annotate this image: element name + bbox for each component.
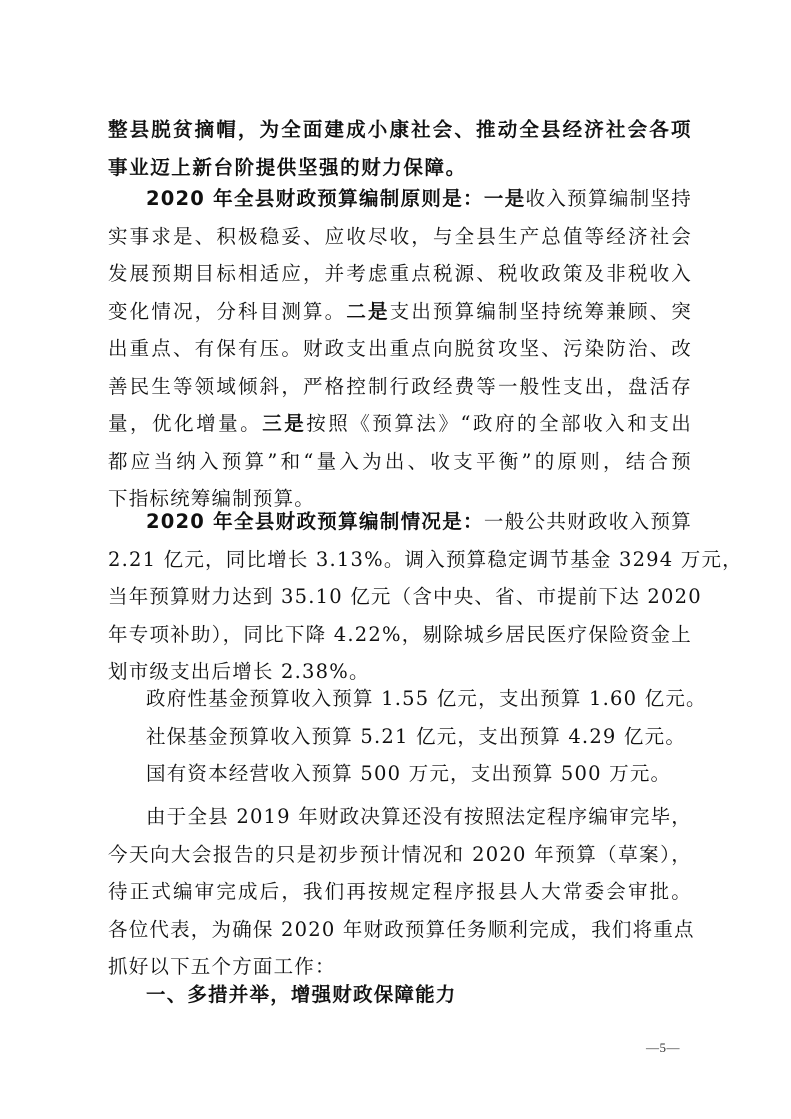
intro-paragraph (108, 111, 692, 186)
intro-line-1: 整县脱贫摘帽，为全面建成小康社会、推动全县经济社会各项 (108, 118, 692, 141)
situation-l1-text: 一般公共财政收入预算 (483, 510, 692, 533)
principles-line-7 (108, 405, 692, 443)
report-line-3: 待正式编审完成后，我们再按规定程序报县人大常委会审批。 (108, 880, 692, 903)
report-line-2: 今天向大会报告的只是初步预计情况和 2020 年预算（草案）， (108, 842, 692, 866)
section-heading: 一、多措并举，增强财政保障能力 (146, 983, 457, 1006)
situation-line-2: 2.21 亿元，同比增长 3.13%。调入预算稳定调节基金 3294 万元， (108, 547, 743, 571)
principles-paragraph (108, 180, 692, 518)
situation-line-4: 年专项补助），同比下降 4.22%，剔除城乡居民医疗保险资金上 (108, 622, 692, 646)
report-paragraph (108, 798, 695, 986)
principles-line-3: 发展预期目标相适应，并考虑重点税源、税收政策及非税收入 (108, 262, 692, 285)
report-line-5: 抓好以下五个方面工作： (108, 955, 336, 978)
social-fund-line: 社保基金预算收入预算 5.21 亿元，支出预算 4.29 亿元。 (146, 724, 687, 748)
situation-paragraph (108, 503, 743, 691)
principles-line-4 (108, 293, 692, 331)
situation-lead: 2020 年全县财政预算编制情况是： (146, 510, 484, 533)
principles-first-label: 一是 (483, 187, 526, 210)
principles-line-8: 都应当纳入预算”和“量入为出、收支平衡”的原则，结合预 (108, 449, 692, 473)
situation-line-3: 当年预算财力达到 35.10 亿元（含中央、省、市提前下达 2020 (108, 585, 702, 608)
principles-lead: 2020 年全县财政预算编制原则是： (146, 187, 484, 210)
principles-second-text: 支出预算编制坚持统筹兼顾、突 (389, 299, 692, 323)
principles-third-label: 三是 (262, 412, 307, 435)
principles-l7-text: 量，优化增量。 (108, 412, 263, 435)
gov-fund-line: 政府性基金预算收入预算 1.55 亿元，支出预算 1.60 亿元。 (146, 687, 707, 710)
principles-line-9: 下指标统筹编制预算。 (108, 487, 316, 510)
state-capital-line: 国有资本经营收入预算 500 万元，支出预算 500 万元。 (146, 762, 672, 785)
principles-line-1 (108, 180, 692, 218)
principles-third-text: 按照《预算法》“政府的全部收入和支出 (306, 412, 692, 435)
section-heading-block (108, 976, 692, 1014)
report-line-1: 由于全县 2019 年财政决算还没有按照法定程序编审完毕， (146, 805, 692, 828)
principles-first-text: 收入预算编制坚持 (525, 187, 692, 210)
intro-line-2: 事业迈上新台阶提供坚强的财力保障。 (108, 155, 467, 179)
page-number: —5— (646, 1040, 680, 1055)
principles-second-label: 二是 (346, 299, 390, 323)
principles-line-2: 实事求是、积极稳妥、应收尽收，与全县生产总值等经济社会 (108, 224, 692, 248)
situation-line-5: 划市级支出后增长 2.38%。 (108, 660, 370, 683)
funds-section (108, 680, 707, 793)
situation-line-1 (108, 503, 692, 541)
report-line-4: 各位代表，为确保 2020 年财政预算任务顺利完成，我们将重点 (108, 917, 695, 941)
principles-line-6: 善民生等领域倾斜，严格控制行政经费等一般性支出，盘活存 (108, 374, 692, 398)
principles-line-5: 出重点、有保有压。财政支出重点向脱贫攻坚、污染防治、改 (108, 337, 692, 360)
principles-l4-text: 变化情况，分科目测算。 (108, 299, 347, 323)
